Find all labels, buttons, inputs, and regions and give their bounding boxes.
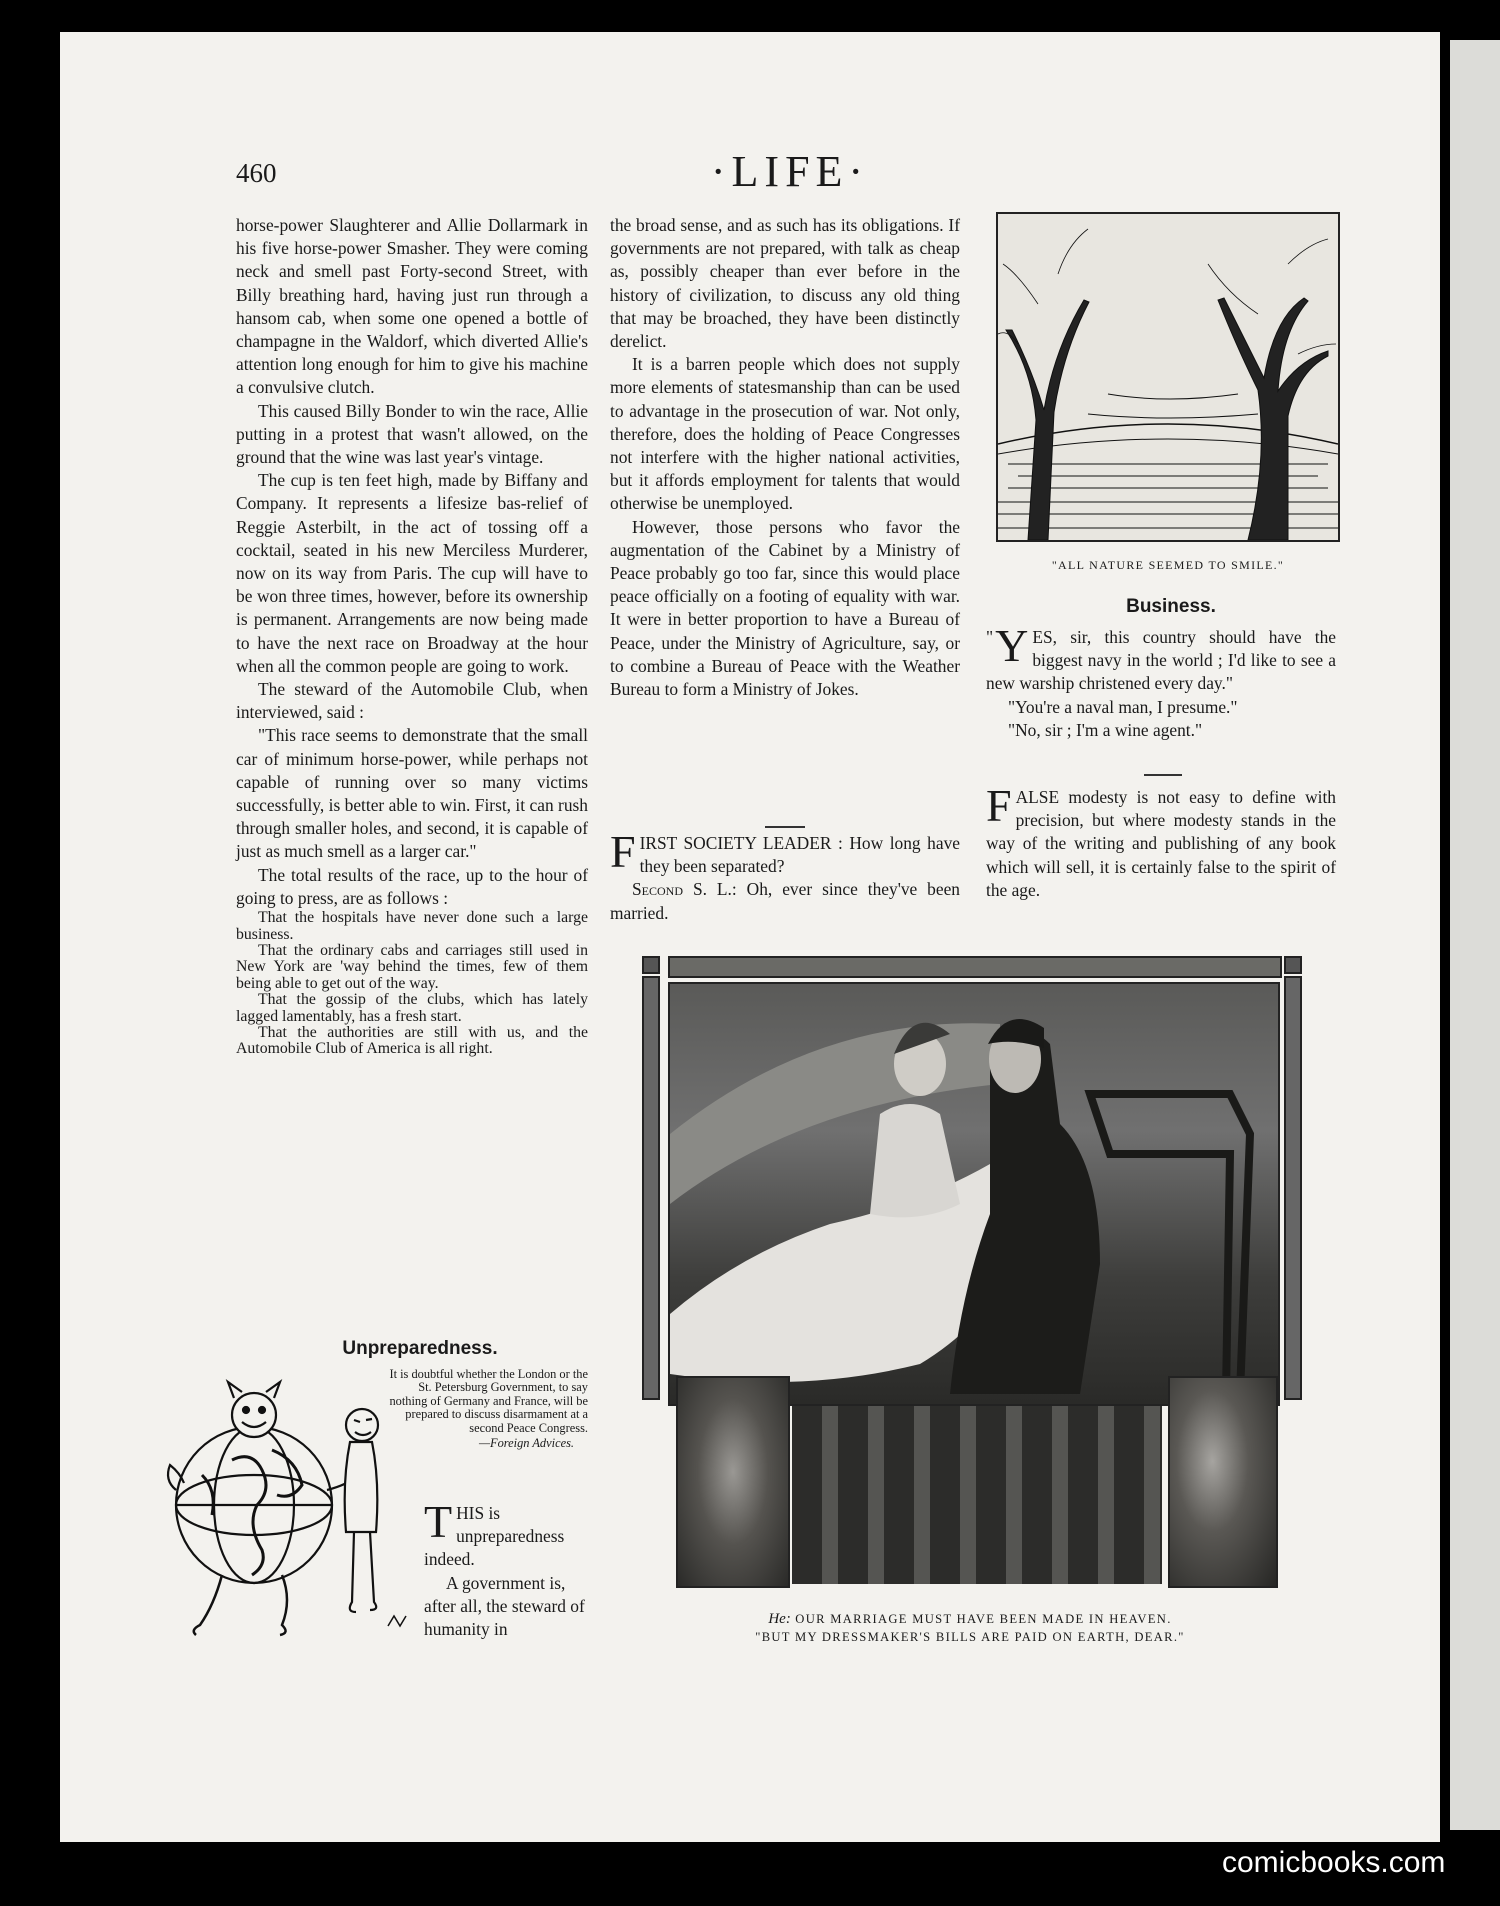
dropcap: T <box>424 1496 453 1547</box>
business-line: "No, sir ; I'm a wine agent." <box>1008 719 1203 740</box>
page-number: 460 <box>236 158 277 188</box>
col1-paragraph: The total results of the race, up to the hour of going to press, are as follows : <box>236 864 588 908</box>
business-heading: Business. <box>1126 596 1216 617</box>
col1-paragraph: This caused Billy Bonder to win the race, Allie putting in a protest that wasn't allowed, on the ground that the wine was last year's vintage. <box>236 400 588 468</box>
top-left-corner <box>642 956 660 974</box>
globe-cartoon <box>162 1370 412 1640</box>
col1-paragraph: The cup is ten feet high, made by Biffany and Company. It represents a lifesize bas-relief of Reggie Asterbilt, in the act of tossing off a cocktail, seated in his new Merciless Murderer, now on its way from Paris. The cup will have to be won three times, however, before its ownership is permanent. Arrangements are now being made to have the next race on Broadway at the hour when all the common people are going to work. <box>236 470 588 676</box>
caption-line1: OUR MARRIAGE MUST HAVE BEEN MADE IN HEAVEN. <box>795 1612 1172 1626</box>
col1-paragraph: horse-power Slaughterer and Allie Dollarmark in his five horse-power Smasher. They were coming neck and smell past Forty-second Street, with Billy breathing hard, having just run through a hansom cab, when some one opened a bottle of champagne in the Waldorf, which diverted Allie's attention long enough for him to give his machine a convulsive clutch. <box>236 215 588 398</box>
right-inset-portrait <box>1168 1376 1278 1588</box>
result-item: That the gossip of the clubs, which has lately lagged lamentably, has a fresh start. <box>236 991 588 1025</box>
body-first: HIS is unpreparedness indeed. <box>424 1503 565 1570</box>
business-line: "You're a naval man, I presume." <box>1008 696 1238 717</box>
dropcap: F <box>986 780 1012 831</box>
next-page-strip <box>1450 40 1500 1830</box>
open-quote: " <box>986 627 994 647</box>
result-item: That the ordinary cabs and carriages still used in New York are 'way behind the times, few of them being able to get out of the way. <box>236 941 588 992</box>
dropcap: F <box>610 826 636 877</box>
col1-paragraph: "This race seems to demonstrate that the small car of minimum horse-power, while perhaps not capable of running over so many victims successfully, is better able to win. First, it can rush through smaller holes, and second, it is capable of just as much smell as a larger car." <box>236 725 588 862</box>
race-results <box>236 910 588 1058</box>
small-figure-head <box>346 1409 378 1441</box>
col1-paragraph: The steward of the Automobile Club, when interviewed, said : <box>236 679 588 723</box>
right-pillar <box>1284 976 1302 1400</box>
scene-panel <box>668 982 1280 1406</box>
quote-source: —Foreign Advices. <box>479 1436 574 1451</box>
column-2 <box>610 214 960 701</box>
joke-speaker: Second S. L.: <box>632 879 737 900</box>
left-pillar <box>642 976 660 1400</box>
quote-text: It is doubtful whether the London or the St. Petersburg Government, to say nothing of Germany and France, will be prepared to discuss disarmament at a second Peace Congress. <box>389 1367 588 1435</box>
modesty-body: ALSE modesty is not easy to define with precision, but where modesty stands in the way of the writing and publishing of any book which will sell, it is certainly false to the spirit of the age. <box>986 787 1336 900</box>
col2-paragraph: However, those persons who favor the augmentation of the Cabinet by a Ministry of Peace probably go too far, since this would place peace officially on a footing of equality with war. It were in better proportion to have a Bureau of Peace, under the Ministry of Agriculture, say, or to combine a Bureau of Peace with the Weather Bureau to form a Ministry of Jokes. <box>610 516 960 700</box>
left-inset-portrait <box>676 1376 790 1588</box>
watermark: comicbooks.com <box>1222 1846 1446 1879</box>
divider <box>1144 774 1182 776</box>
unpreparedness-heading: Unpreparedness. <box>342 1338 498 1359</box>
result-item: That the hospitals have never done such a large business. <box>236 909 588 943</box>
col2-paragraph: It is a barren people which does not supply more elements of statesmanship than can be used to advantage in the prosecution of war. Not only, therefore, does the holding of Peace Congresses not interfere with the higher national activities, but it affords employment for talents that would otherwise be unemployed. <box>610 354 960 514</box>
society-joke <box>610 826 961 925</box>
landscape-drawing <box>998 214 1338 540</box>
main-caption <box>690 1610 1250 1646</box>
joke-first: IRST SOCIETY LEADER : How long have they been separated? <box>639 833 960 877</box>
dropcap: Y <box>995 620 1029 671</box>
bottom-rug <box>792 1406 1162 1584</box>
caption-speaker: He: <box>768 1611 791 1627</box>
modesty-text <box>986 780 1336 902</box>
joke-second: Oh, ever since they've been married. <box>610 879 961 923</box>
business-first: ES, sir, this country should have the biggest navy in the world ; I'd like to see a new warship christened every day." <box>986 627 1336 694</box>
couple-drawing <box>670 984 1278 1404</box>
body-second: A government is, after all, the steward of humanity in <box>424 1572 585 1640</box>
landscape-illustration <box>996 212 1340 542</box>
column-1 <box>236 214 588 1058</box>
business-text <box>986 620 1336 742</box>
col2-paragraph: the broad sense, and as such has its obligations. If governments are not prepared, with talk as cheap as, possibly cheaper than ever before in the history of civilization, to discuss any old thing that may be broached, they have been distinctly derelict. <box>610 215 960 352</box>
divider <box>765 826 805 828</box>
landscape-caption: "ALL NATURE SEEMED TO SMILE." <box>1051 558 1285 572</box>
result-item: That the authorities are still with us, and the Automobile Club of America is all right. <box>236 1023 588 1058</box>
main-illustration <box>642 956 1302 1586</box>
unpreparedness-body <box>424 1496 590 1641</box>
top-right-corner <box>1284 956 1302 974</box>
top-border-bar <box>668 956 1282 978</box>
masthead: ·LIFE· <box>710 147 870 196</box>
caption-line2: "BUT MY DRESSMAKER'S BILLS ARE PAID ON EARTH, DEAR." <box>755 1630 1185 1644</box>
